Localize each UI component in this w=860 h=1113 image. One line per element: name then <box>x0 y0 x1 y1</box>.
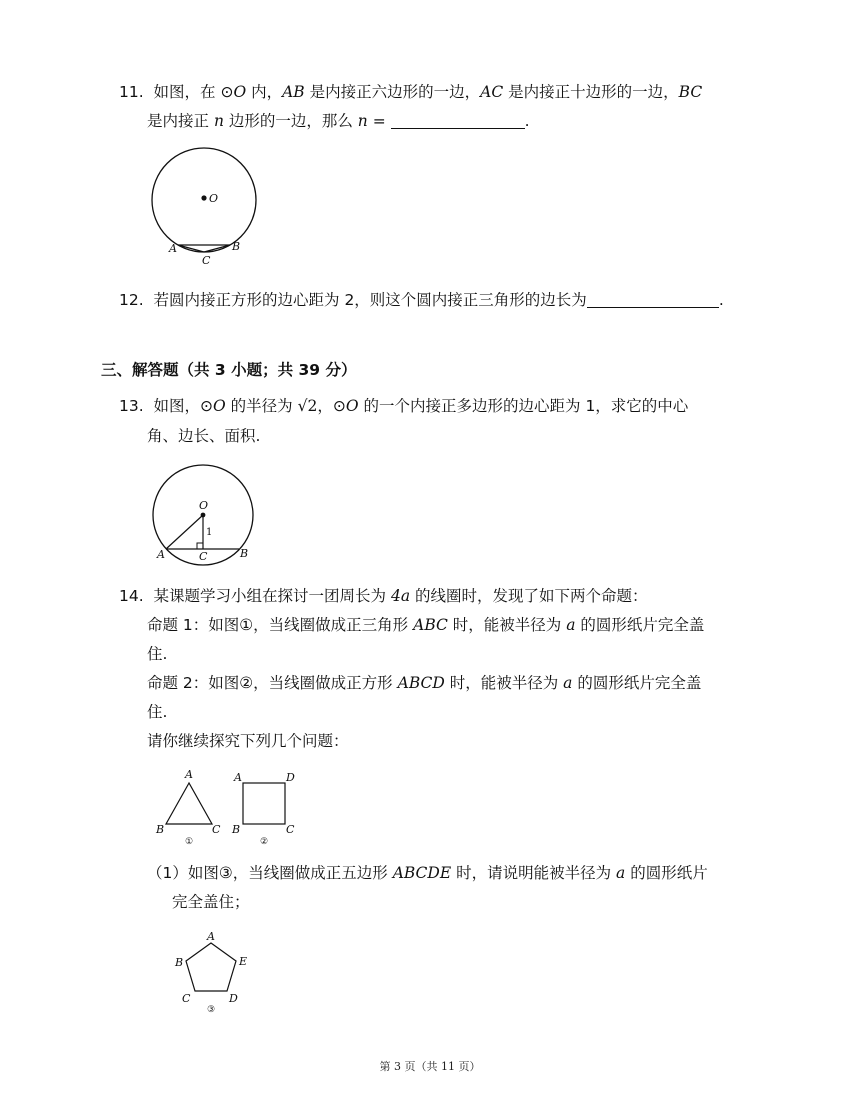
fig14-sq-caption: ② <box>260 837 269 847</box>
q14-number: 14. <box>119 587 144 605</box>
fig14-sq-label-D: D <box>286 771 295 784</box>
fig14-pent-label-E: E <box>239 955 248 968</box>
section-3-title: 三、解答题（共 3 小题；共 39 分） <box>101 361 357 379</box>
q11-line1: 11. 如图，在 ⊙O 内，AB 是内接正六边形的一边，AC 是内接正十边形的一边，BC <box>119 83 703 101</box>
fig13-right-angle-mark <box>197 543 203 549</box>
fig13-label-1: 1 <box>206 527 213 538</box>
fig14-pentagon <box>186 943 236 991</box>
q14-proposition1-line1: 命题 1：如图①，当线圈做成正三角形 ABC 时，能被半径为 a 的圆形纸片完全盖 <box>147 616 705 634</box>
q14-proposition1-line2: 住. <box>147 645 168 663</box>
fig13-label-O: O <box>199 499 209 512</box>
q14-proposition2-line2: 住. <box>147 703 168 721</box>
fig11-label-A: A <box>169 242 177 255</box>
fig14-pent-label-D: D <box>229 992 238 1005</box>
fig13-label-C: C <box>199 550 208 563</box>
fig14-tri-label-B: B <box>156 823 165 836</box>
fig14-pent-caption: ③ <box>207 1005 216 1015</box>
fig14-sq-label-C: C <box>286 823 295 836</box>
fig14-tri-label-C: C <box>212 823 221 836</box>
fig14-tri-label-A: A <box>185 768 193 781</box>
q13-line2: 角、边长、面积. <box>147 427 261 445</box>
fig14-pent-label-A: A <box>207 930 215 943</box>
figure-11 <box>148 148 288 278</box>
q12-line: 12. 若圆内接正方形的边心距为 2，则这个圆内接正三角形的边长为 . <box>119 291 724 309</box>
fig13-label-B: B <box>240 547 249 560</box>
q12-answer-blank[interactable] <box>587 289 719 308</box>
fig11-center-dot <box>201 195 206 200</box>
figure-14-pentagon <box>170 928 260 1018</box>
fig14-triangle <box>166 783 212 824</box>
fig11-label-B: B <box>232 240 241 253</box>
figure-13 <box>150 465 270 575</box>
q11-answer-blank[interactable] <box>391 110 525 129</box>
page-footer: 第 3 页（共 11 页） <box>379 1060 481 1073</box>
circle-dot-symbol: ⊙ <box>220 83 234 101</box>
q11-line2: 是内接正 n 边形的一边，那么 n = . <box>147 112 530 130</box>
fig14-pent-label-B: B <box>175 956 184 969</box>
q13-line1: 13. 如图，⊙O 的半径为 √2，⊙O 的一个内接正多边形的边心距为 1，求它的中心 <box>119 397 689 415</box>
fig14-pent-label-C: C <box>182 992 191 1005</box>
q14-line1: 14. 某课题学习小组在探讨一团周长为 4a 的线圈时，发现了如下两个命题： <box>119 587 648 605</box>
figure-14-triangle <box>150 766 230 846</box>
fig14-tri-caption: ① <box>185 837 194 847</box>
sqrt-two: √2 <box>297 397 318 415</box>
fig14-square <box>243 783 285 824</box>
q11-number: 11. <box>119 83 144 101</box>
fig11-label-C: C <box>202 254 211 267</box>
q13-number: 13. <box>119 397 144 415</box>
fig11-label-O: O <box>209 192 219 205</box>
q14-sub1-line1: （1）如图③，当线圈做成正五边形 ABCDE 时，请说明能被半径为 a 的圆形纸片 <box>147 864 708 882</box>
fig14-sq-label-A: A <box>234 771 242 784</box>
figure-14-square <box>230 766 310 846</box>
fig13-label-A: A <box>157 548 165 561</box>
fig14-sq-label-B: B <box>232 823 241 836</box>
q14-sub1-line2: 完全盖住； <box>172 893 250 911</box>
q14-instruction: 请你继续探究下列几个问题： <box>147 732 349 750</box>
q12-number: 12. <box>119 291 144 309</box>
q14-proposition2-line1: 命题 2：如图②，当线圈做成正方形 ABCD 时，能被半径为 a 的圆形纸片完全盖 <box>147 674 702 692</box>
